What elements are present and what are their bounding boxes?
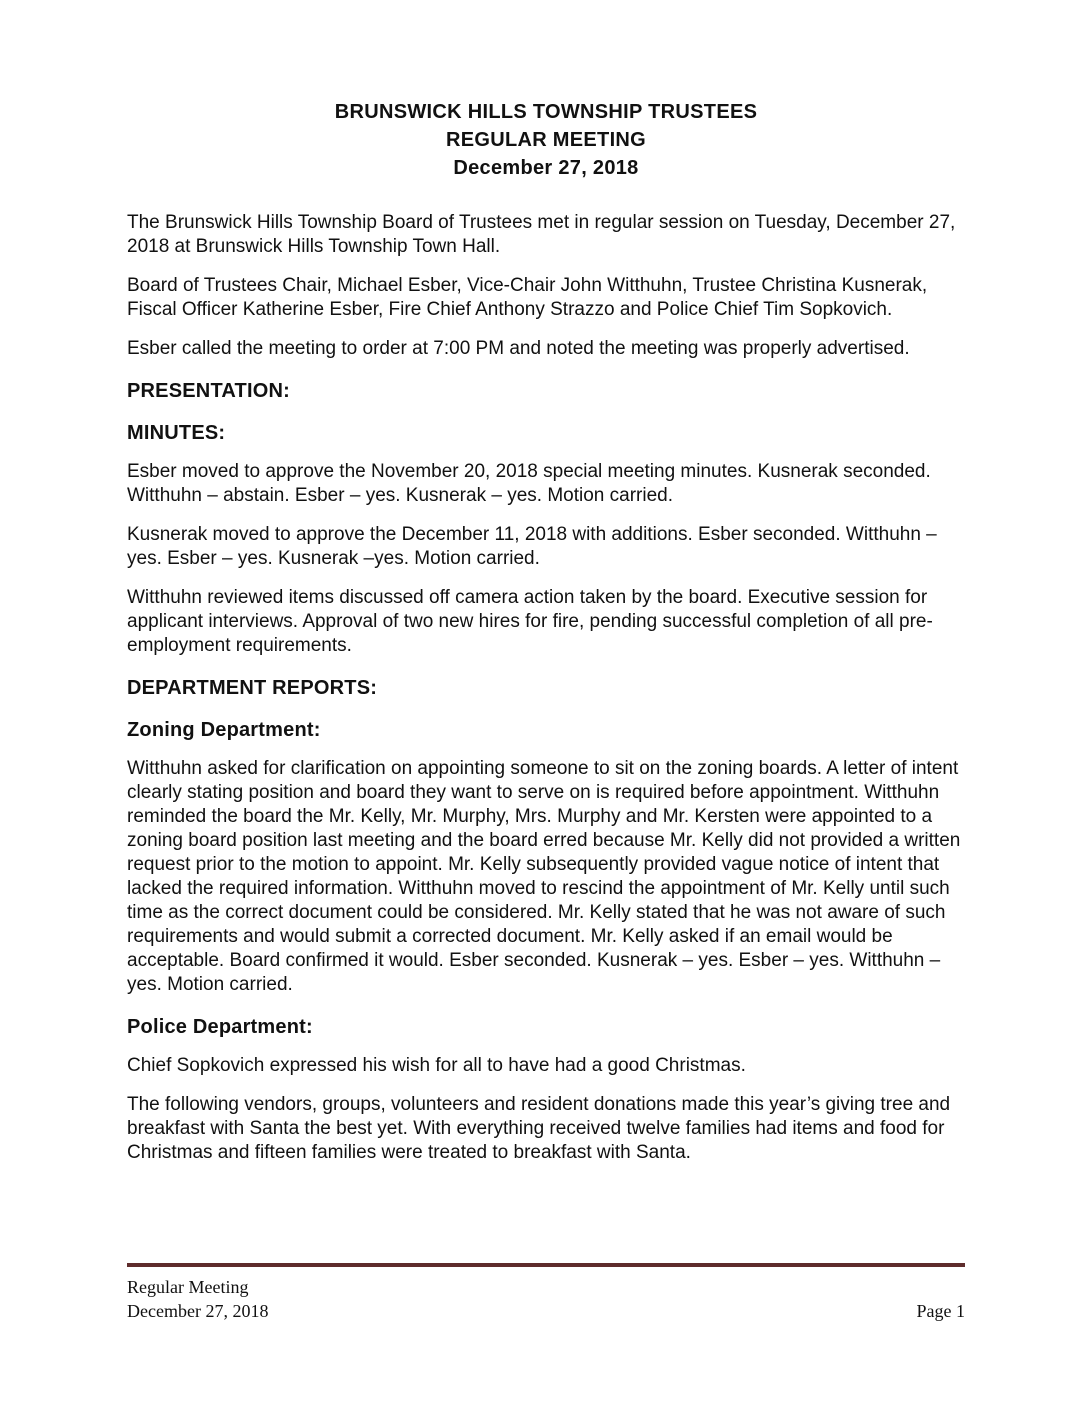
paragraph: Witthuhn reviewed items discussed off camera action taken by the board. Executive session for applicant interviews. Approval of two new hires for fire, pending successful completion of all pre-employment requirements. bbox=[127, 587, 933, 656]
footer-date: December 27, 2018 bbox=[127, 1301, 269, 1321]
section-heading: PRESENTATION: bbox=[127, 380, 290, 402]
title-line-meeting-type: REGULAR MEETING bbox=[445, 129, 647, 151]
section-heading: Zoning Department: bbox=[127, 719, 321, 741]
paragraph: Chief Sopkovich expressed his wish for all to have had a good Christmas. bbox=[127, 1055, 746, 1076]
title-line-date: December 27, 2018 bbox=[453, 157, 639, 179]
paragraph: The following vendors, groups, volunteers and resident donations made this year’s giving tree and breakfast with Santa the best yet. With everything received twelve families had items and food for Christmas and fifteen families were treated to breakfast with Santa. bbox=[127, 1094, 951, 1163]
paragraph: Witthuhn asked for clarification on appointing someone to sit on the zoning boards. A letter of intent clearly stating position and board they want to serve on is required before appointment. Witthuhn reminded the board the Mr. Kelly, Mr. Murphy, Mrs. Murphy and Mr. Kersten were appointed to a zoning board position last meeting and the board erred because Mr. Kelly did not provided a written request prior to the motion to appoint. Mr. Kelly subsequently provided vague notice of intent that lacked the required information. Witthuhn moved to rescind the appointment of Mr. Kelly until such time as the correct document could be considered. Mr. Kelly stated that he was not aware of such requirements and would submit a corrected document. Mr. Kelly asked if an email would be acceptable. Board confirmed it would. Esber seconded. Kusnerak – yes. Esber – yes. Witthuhn – yes. Motion carried. bbox=[127, 758, 961, 995]
paragraph: Kusnerak moved to approve the December 11, 2018 with additions. Esber seconded. Witthuhn – yes. Esber – yes. Kusnerak –yes. Motion carried. bbox=[127, 524, 937, 569]
section-heading: DEPARTMENT REPORTS: bbox=[127, 677, 378, 699]
section-heading: Police Department: bbox=[127, 1016, 313, 1038]
footer-rule bbox=[127, 1263, 965, 1267]
title-line-org: BRUNSWICK HILLS TOWNSHIP TRUSTEES bbox=[334, 101, 758, 123]
document-footer bbox=[127, 1263, 965, 1323]
footer-left bbox=[127, 1275, 268, 1323]
footer-meeting-type: Regular Meeting bbox=[127, 1277, 249, 1297]
footer-page-number: Page 1 bbox=[916, 1301, 965, 1321]
paragraph: Board of Trustees Chair, Michael Esber, Vice-Chair John Witthuhn, Trustee Christina Kusnerak, Fiscal Officer Katherine Esber, Fire Chief Anthony Strazzo and Police Chief Tim Sopkovich. bbox=[127, 275, 928, 320]
paragraph: Esber moved to approve the November 20, 2018 special meeting minutes. Kusnerak seconded. Witthuhn – abstain. Esber – yes. Kusnerak – yes. Motion carried. bbox=[127, 461, 931, 506]
document-title bbox=[127, 98, 965, 182]
paragraph: The Brunswick Hills Township Board of Trustees met in regular session on Tuesday, December 27, 2018 at Brunswick Hills Township Town Hall. bbox=[127, 212, 956, 257]
footer-row bbox=[127, 1275, 965, 1323]
section-heading: MINUTES: bbox=[127, 422, 226, 444]
document-content bbox=[127, 98, 965, 1180]
document-body bbox=[127, 211, 965, 1165]
paragraph: Esber called the meeting to order at 7:00 PM and noted the meeting was properly advertised. bbox=[127, 338, 910, 359]
